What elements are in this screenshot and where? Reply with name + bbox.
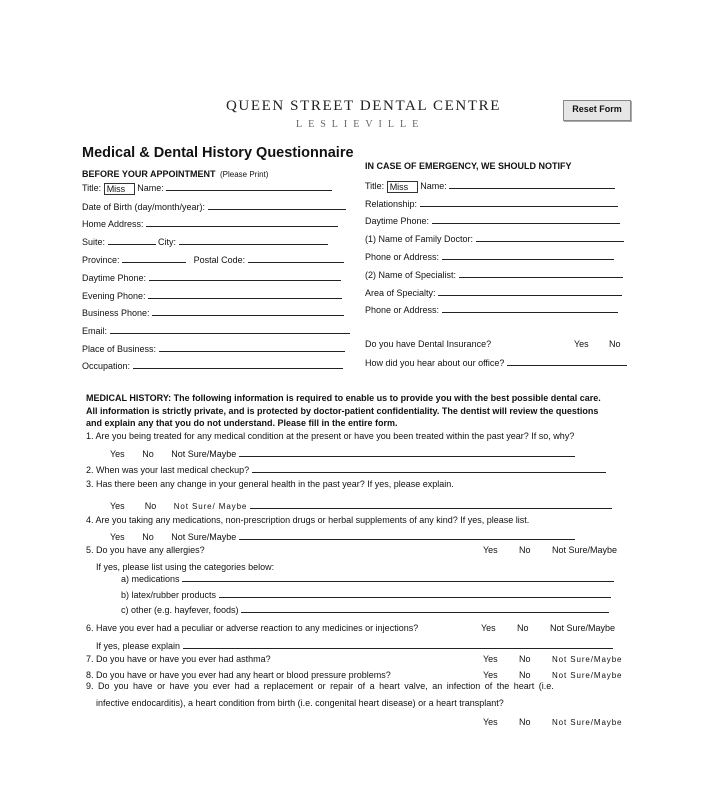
name-label: Name: (137, 183, 164, 193)
suite-city-row (82, 235, 328, 247)
q9-no[interactable]: No (519, 717, 531, 727)
title-label: Title: (82, 183, 102, 193)
clinic-location: LESLIEVILLE (296, 119, 425, 130)
emergency-daytime-row (365, 214, 620, 226)
evening-phone-label: Evening Phone: (82, 291, 146, 301)
q5-number: 5. (86, 545, 94, 555)
q5-list-note: If yes, please list using the categories below: (96, 562, 275, 572)
name-field[interactable] (166, 181, 332, 191)
q2-field[interactable] (252, 463, 606, 473)
q8-text: Do you have or have you ever had any heart or blood pressure problems? (96, 670, 391, 680)
specialist-row (365, 268, 623, 280)
q9-not-sure[interactable]: Not Sure/Maybe (552, 718, 623, 727)
q7-not-sure[interactable]: Not Sure/Maybe (552, 655, 623, 664)
q3-explain-field[interactable] (250, 499, 612, 509)
q1-explain-field[interactable] (239, 447, 575, 457)
q4-number: 4. (86, 515, 94, 525)
q8-number: 8. (86, 670, 94, 680)
specialist-phone-label: Phone or Address: (365, 305, 440, 315)
evening-phone-field[interactable] (148, 289, 342, 299)
q7-no[interactable]: No (519, 654, 531, 664)
question-5 (86, 545, 205, 555)
question-3 (86, 479, 454, 489)
q9-text-line-1: Do you have or have you ever had a replacement or repair of a heart valve, an infection of the heart (i.e. (98, 681, 554, 691)
doctor-phone-field[interactable] (442, 250, 614, 260)
occupation-field[interactable] (133, 359, 343, 369)
family-doctor-field[interactable] (476, 232, 624, 242)
email-label: Email: (82, 326, 108, 336)
q3-no[interactable]: No (144, 501, 157, 511)
hear-row (365, 356, 627, 368)
city-label: City: (158, 237, 177, 247)
q6-no[interactable]: No (517, 623, 529, 633)
specialist-label: (2) Name of Specialist: (365, 270, 457, 280)
suite-label: Suite: (82, 237, 106, 247)
q5-text: Do you have any allergies? (96, 545, 205, 555)
question-8 (86, 670, 391, 680)
medical-intro-3: and explain any that you do not understand. Please fill in the entire form. (86, 418, 398, 428)
q5-other-field[interactable] (241, 603, 609, 613)
emergency-name-field[interactable] (449, 179, 615, 189)
q1-no[interactable]: No (142, 449, 154, 459)
before-label: BEFORE YOUR APPOINTMENT (82, 169, 216, 179)
q8-not-sure[interactable]: Not Sure/Maybe (552, 671, 623, 680)
q2-text: When was your last medical checkup? (96, 465, 250, 475)
hear-field[interactable] (507, 356, 627, 366)
city-field[interactable] (179, 235, 328, 245)
emergency-title-select[interactable]: Miss (387, 181, 418, 193)
specialty-label: Area of Specialty: (365, 288, 436, 298)
medical-intro-1: MEDICAL HISTORY: The following information is required to enable us to provide you with the best possible dental care. (86, 393, 601, 403)
q6-explain-label: If yes, please explain (96, 641, 181, 651)
place-business-label: Place of Business: (82, 344, 157, 354)
business-phone-label: Business Phone: (82, 308, 150, 318)
q4-explain-field[interactable] (239, 530, 575, 540)
q6-explain-row (96, 639, 613, 651)
before-appointment (82, 164, 268, 182)
title-select[interactable]: Miss (104, 183, 135, 195)
question-9 (86, 681, 554, 691)
q9-text-line-2: infective endocarditis), a heart condition from birth (i.e. congenital heart disease) or a heart transplant? (96, 698, 504, 708)
place-business-field[interactable] (159, 342, 345, 352)
q9-yes[interactable]: Yes (483, 717, 498, 727)
emergency-heading: IN CASE OF EMERGENCY, WE SHOULD NOTIFY (365, 161, 572, 171)
insurance-yes[interactable]: Yes (574, 339, 589, 349)
q4-text: Are you taking any medications, non-prescription drugs or herbal supplements of any kind? If yes, please list. (95, 515, 530, 525)
dob-field[interactable] (208, 200, 346, 210)
clinic-name: QUEEN STREET DENTAL CENTRE (226, 98, 501, 114)
q1-not-sure[interactable]: Not Sure/Maybe (171, 449, 237, 459)
email-field[interactable] (110, 324, 350, 334)
insurance-question: Do you have Dental Insurance? (365, 339, 492, 349)
province-label: Province: (82, 255, 120, 265)
q6-text: Have you ever had a peculiar or adverse reaction to any medicines or injections? (96, 623, 419, 633)
relationship-field[interactable] (420, 197, 618, 207)
home-address-field[interactable] (146, 217, 338, 227)
business-phone-field[interactable] (152, 306, 344, 316)
question-4 (86, 515, 529, 525)
daytime-phone-field[interactable] (149, 271, 341, 281)
occupation-label: Occupation: (82, 361, 131, 371)
emergency-title-row (365, 179, 615, 193)
q5-latex-field[interactable] (219, 588, 611, 598)
form-title: Medical & Dental History Questionnaire (82, 145, 354, 161)
q5-medications-field[interactable] (182, 572, 614, 582)
q1-text: Are you being treated for any medical condition at the present or have you been treated within the past year? If so, why? (95, 431, 575, 441)
q5-yes[interactable]: Yes (483, 545, 498, 555)
q6-explain-field[interactable] (183, 639, 613, 649)
daytime-phone-row (82, 271, 341, 283)
dob-label: Date of Birth (day/month/year): (82, 202, 206, 212)
suite-field[interactable] (108, 235, 156, 245)
specialist-field[interactable] (459, 268, 623, 278)
q6-not-sure[interactable]: Not Sure/Maybe (550, 623, 616, 633)
question-1 (86, 431, 574, 441)
postal-code-field[interactable] (248, 253, 344, 263)
hear-label: How did you hear about our office? (365, 358, 505, 368)
q1-yes[interactable]: Yes (110, 449, 125, 459)
q5-latex-label: b) latex/rubber products (121, 590, 217, 600)
dob-row (82, 200, 346, 212)
q3-text: Has there been any change in your general health in the past year? If yes, please explain. (96, 479, 454, 489)
family-doctor-row (365, 232, 624, 244)
evening-phone-row (82, 289, 342, 301)
specialist-phone-row (365, 303, 618, 315)
home-address-row (82, 217, 338, 229)
province-field[interactable] (122, 253, 186, 263)
emergency-title-label: Title: (365, 181, 385, 191)
q6-number: 6. (86, 623, 94, 633)
place-business-row (82, 342, 345, 354)
province-postal-row (82, 253, 344, 265)
q4-not-sure[interactable]: Not Sure/Maybe (171, 532, 237, 542)
q8-yes[interactable]: Yes (483, 670, 498, 680)
q5-medications-row (121, 572, 614, 584)
q4-answers (110, 530, 575, 542)
q3-not-sure[interactable]: Not Sure/ Maybe (173, 502, 248, 511)
emergency-name-label: Name: (420, 181, 447, 191)
specialty-row (365, 286, 622, 298)
q5-other-row (121, 603, 609, 615)
doctor-phone-row (365, 250, 614, 262)
q4-yes[interactable]: Yes (110, 532, 125, 542)
q3-yes[interactable]: Yes (110, 501, 125, 511)
emergency-daytime-field[interactable] (432, 214, 620, 224)
postal-code-label: Postal Code: (193, 255, 246, 265)
emergency-daytime-label: Daytime Phone: (365, 216, 430, 226)
question-7 (86, 654, 271, 664)
q4-no[interactable]: No (142, 532, 154, 542)
q5-medications-label: a) medications (121, 574, 180, 584)
question-2 (86, 463, 606, 475)
q2-number: 2. (86, 465, 94, 475)
relationship-label: Relationship: (365, 199, 418, 209)
q1-number: 1. (86, 431, 94, 441)
occupation-row (82, 359, 343, 371)
title-row (82, 181, 332, 195)
q3-number: 3. (86, 479, 94, 489)
question-6 (86, 623, 418, 633)
family-doctor-label: (1) Name of Family Doctor: (365, 234, 474, 244)
daytime-phone-label: Daytime Phone: (82, 273, 147, 283)
q5-other-label: c) other (e.g. hayfever, foods) (121, 605, 239, 615)
q5-no[interactable]: No (519, 545, 531, 555)
q1-answers (110, 447, 575, 459)
insurance-no[interactable]: No (609, 339, 621, 349)
reset-form-button[interactable]: Reset Form (563, 100, 631, 121)
specialist-phone-field[interactable] (442, 303, 618, 313)
please-print-note: (Please Print) (219, 170, 269, 179)
doctor-phone-label: Phone or Address: (365, 252, 440, 262)
q8-no[interactable]: No (519, 670, 531, 680)
relationship-row (365, 197, 618, 209)
q9-number: 9. (86, 681, 94, 691)
q7-number: 7. (86, 654, 94, 664)
home-address-label: Home Address: (82, 219, 144, 229)
email-row (82, 324, 350, 336)
business-phone-row (82, 306, 344, 318)
q3-answers (110, 499, 612, 511)
q7-yes[interactable]: Yes (483, 654, 498, 664)
specialty-field[interactable] (438, 286, 622, 296)
q5-latex-row (121, 588, 611, 600)
q5-not-sure[interactable]: Not Sure/Maybe (552, 545, 618, 555)
q7-text: Do you have or have you ever had asthma? (96, 654, 271, 664)
medical-intro-2: All information is strictly private, and is protected by doctor-patient confidentiality. The dentist will review the questions (86, 406, 599, 416)
q6-yes[interactable]: Yes (481, 623, 496, 633)
